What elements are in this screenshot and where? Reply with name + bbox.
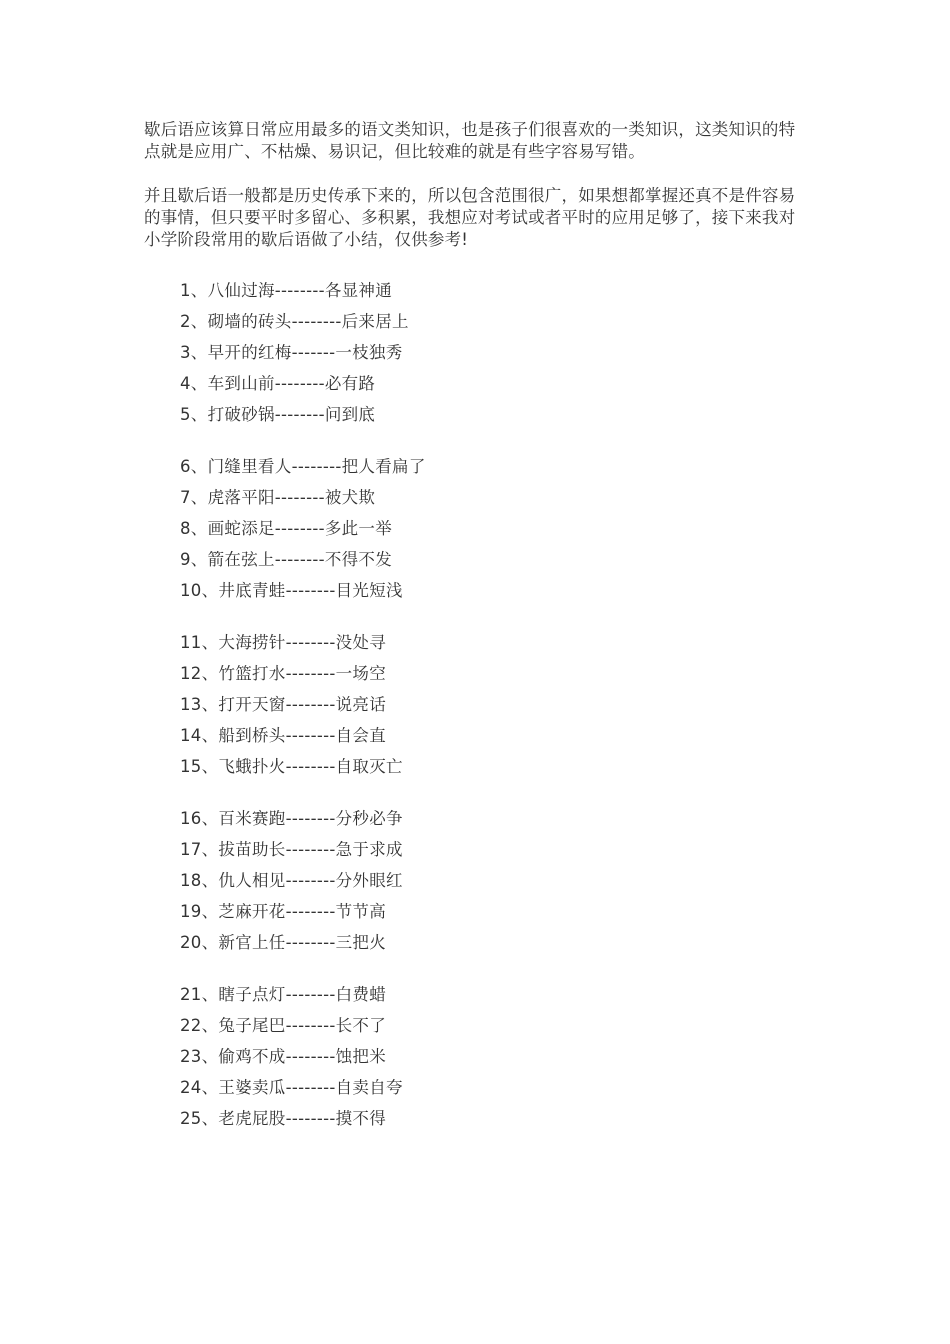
intro-paragraph-1: 歇后语应该算日常应用最多的语文类知识，也是孩子们很喜欢的一类知识，这类知识的特点就是应用广、不枯燥、易识记，但比较难的就是有些字容易写错。 <box>144 120 796 161</box>
list-group-5 <box>180 984 780 1139</box>
list-item: 25、老虎屁股--------摸不得 <box>180 1109 387 1128</box>
list-item: 2、砌墙的砖头--------后来居上 <box>180 312 409 331</box>
list-item: 22、兔子尾巴--------长不了 <box>180 1016 387 1035</box>
list-item: 17、拔苗助长--------急于求成 <box>180 840 403 859</box>
list-item: 5、打破砂锅--------问到底 <box>180 405 376 424</box>
list-group-3 <box>180 632 780 787</box>
list-item: 1、八仙过海--------各显神通 <box>180 281 393 300</box>
list-item: 6、门缝里看人--------把人看扁了 <box>180 457 426 476</box>
list-item: 9、箭在弦上--------不得不发 <box>180 550 393 569</box>
list-item: 11、大海捞针--------没处寻 <box>180 633 387 652</box>
list-item: 4、车到山前--------必有路 <box>180 374 376 393</box>
list-group-1 <box>180 280 780 435</box>
list-item: 7、虎落平阳--------被犬欺 <box>180 488 376 507</box>
list-group-4 <box>180 808 780 963</box>
intro-paragraph-2: 并且歇后语一般都是历史传承下来的，所以包含范围很广，如果想都掌握还真不是件容易的事情，但只要平时多留心、多积累，我想应对考试或者平时的应用足够了，接下来我对小学阶段常用的歇后语做了小结，仅供参考! <box>144 186 796 249</box>
list-item: 12、竹篮打水--------一场空 <box>180 664 387 683</box>
list-item: 15、飞蛾扑火--------自取灭亡 <box>180 757 403 776</box>
list-item: 20、新官上任--------三把火 <box>180 933 387 952</box>
list-item: 3、早开的红梅-------一枝独秀 <box>180 343 403 362</box>
list-item: 24、王婆卖瓜--------自卖自夸 <box>180 1078 403 1097</box>
list-item: 19、芝麻开花--------节节高 <box>180 902 387 921</box>
list-item: 14、船到桥头--------自会直 <box>180 726 387 745</box>
list-item: 23、偷鸡不成--------蚀把米 <box>180 1047 387 1066</box>
list-item: 16、百米赛跑--------分秒必争 <box>180 809 403 828</box>
list-item: 18、仇人相见--------分外眼红 <box>180 871 403 890</box>
list-group-2 <box>180 456 780 611</box>
list-item: 8、画蛇添足--------多此一举 <box>180 519 393 538</box>
xiehouyu-list <box>180 280 780 1160</box>
list-item: 21、瞎子点灯--------白费蜡 <box>180 985 387 1004</box>
list-item: 13、打开天窗--------说亮话 <box>180 695 387 714</box>
list-item: 10、井底青蛙--------目光短浅 <box>180 581 403 600</box>
